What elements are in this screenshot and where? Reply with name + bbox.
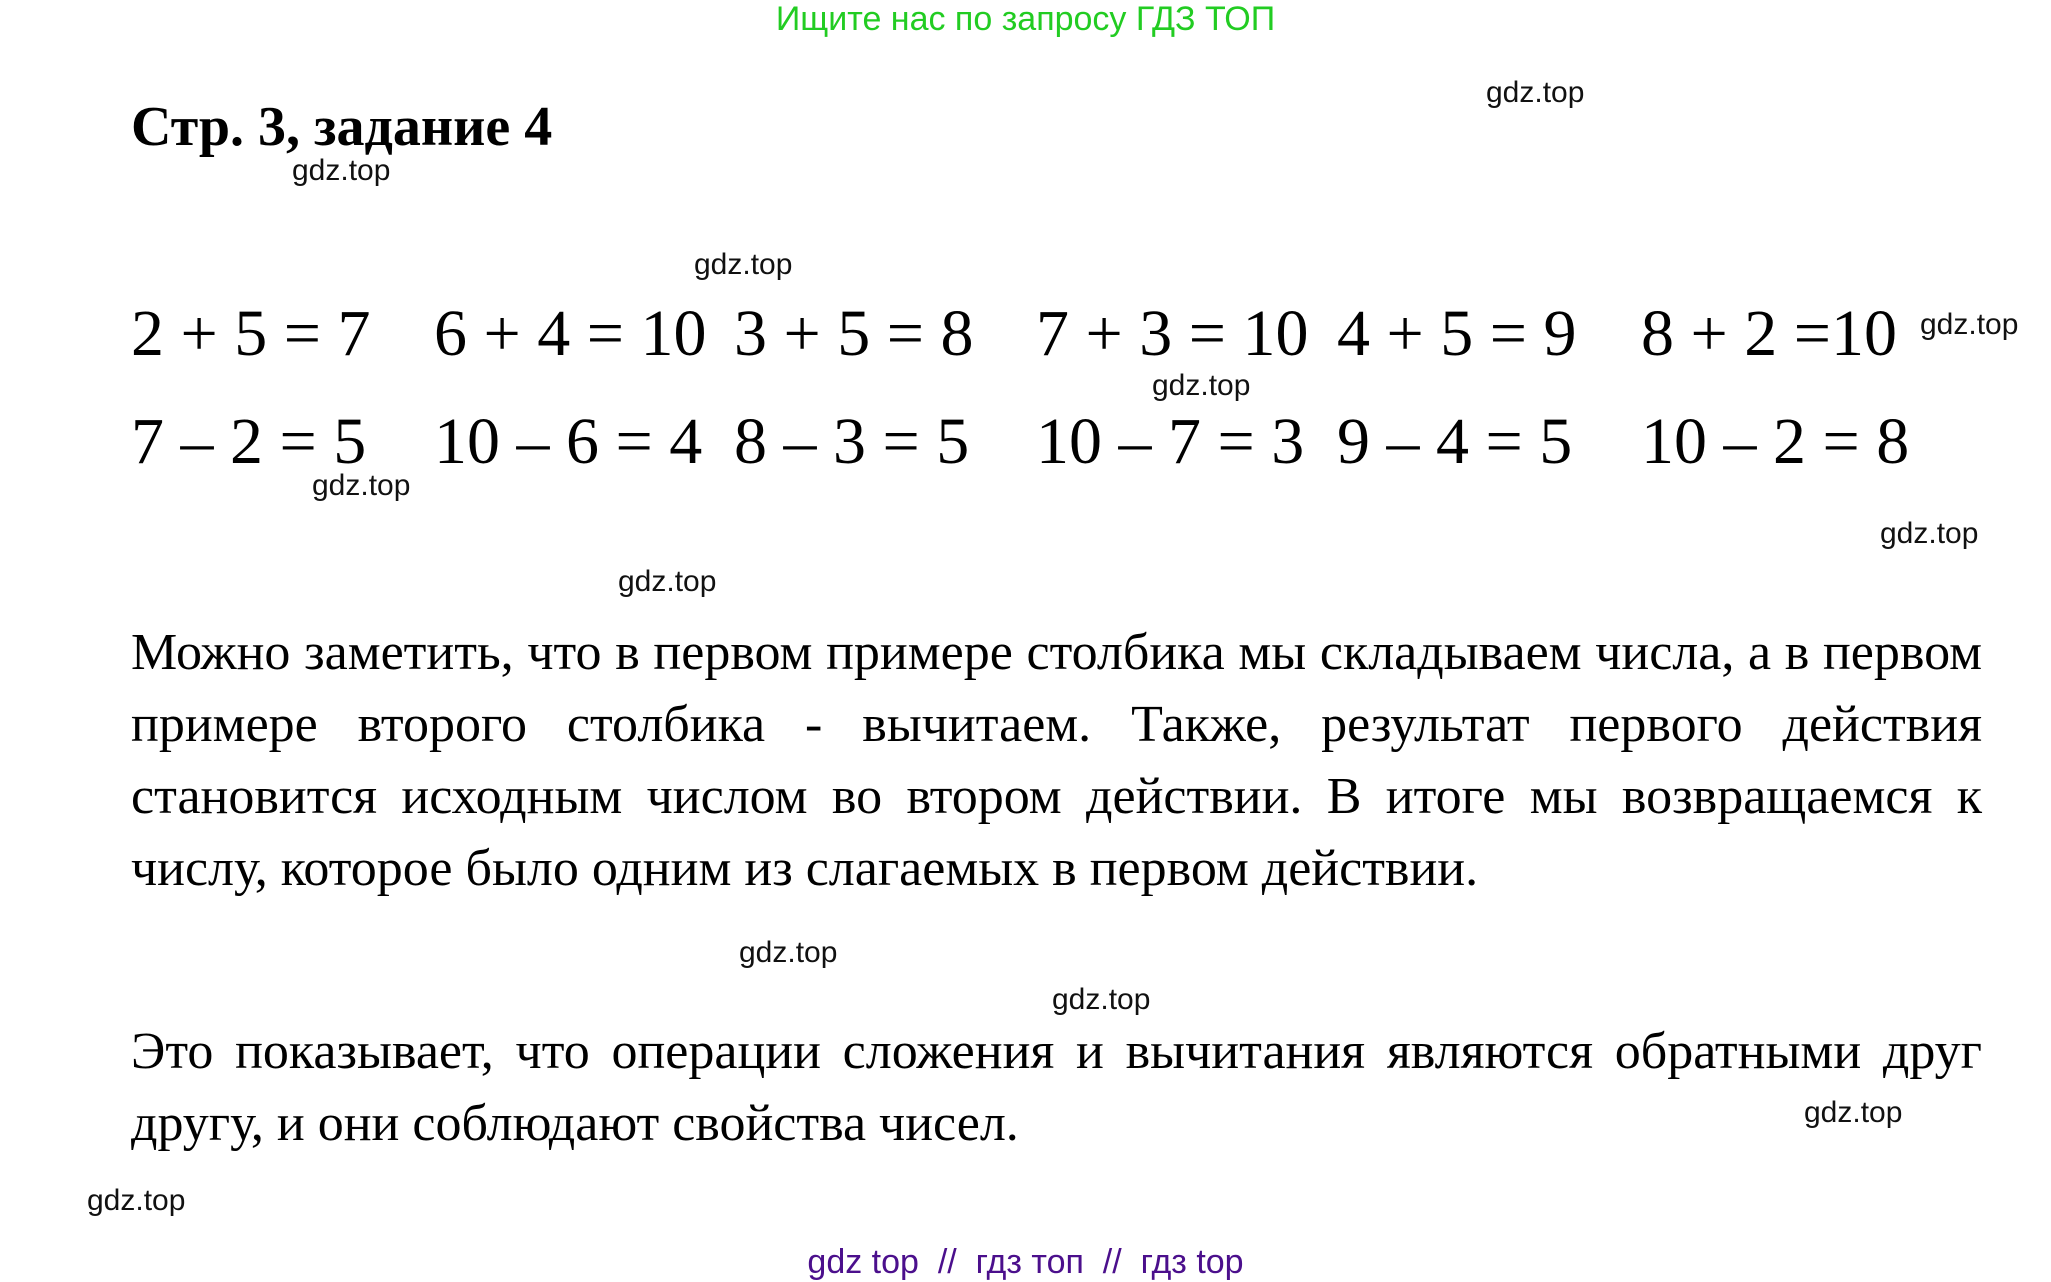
watermark: gdz.top xyxy=(312,469,411,502)
equation: 8 – 3 = 5 xyxy=(734,405,970,478)
watermark: gdz.top xyxy=(87,1184,186,1217)
equation: 3 + 5 = 8 xyxy=(734,297,974,370)
watermark: gdz.top xyxy=(1152,369,1251,402)
page-title: Стр. 3, задание 4 xyxy=(131,96,553,158)
equation: 7 + 3 = 10 xyxy=(1036,297,1309,370)
equation: 10 – 6 = 4 xyxy=(434,405,703,478)
watermark: gdz.top xyxy=(1486,76,1585,109)
watermark: gdz.top xyxy=(739,936,838,969)
explanation-paragraph: Можно заметить, что в первом примере столбика мы складываем числа, а в первом примере второго столбика - вычитаем. Также, результат первого действия становится исходным числом во втором действии. В итоге мы возвращаемся к числу, которое было одним из слагаемых в первом действии. xyxy=(131,624,1982,897)
equation: 7 – 2 = 5 xyxy=(131,405,367,478)
equation: 8 + 2 =10 xyxy=(1641,297,1897,370)
watermark: gdz.top xyxy=(618,565,717,598)
watermark: gdz.top xyxy=(292,154,391,187)
header-banner: Ищите нас по запросу ГДЗ ТОП xyxy=(775,0,1276,38)
watermark: gdz.top xyxy=(1052,983,1151,1016)
equation: 10 – 7 = 3 xyxy=(1036,405,1305,478)
equation: 4 + 5 = 9 xyxy=(1337,297,1577,370)
equation: 9 – 4 = 5 xyxy=(1337,405,1573,478)
conclusion-paragraph: Это показывает, что операции сложения и вычитания являются обратными друг другу, и они соблюдают свойства чисел. xyxy=(131,1023,1982,1152)
watermark: gdz.top xyxy=(1880,517,1979,550)
footer-links[interactable]: gdz top // гдз топ // гдз top xyxy=(807,1243,1244,1281)
equation: 10 – 2 = 8 xyxy=(1641,405,1910,478)
watermark: gdz.top xyxy=(1920,308,2019,341)
equation: 2 + 5 = 7 xyxy=(131,297,371,370)
watermark: gdz.top xyxy=(694,248,793,281)
equation: 6 + 4 = 10 xyxy=(434,297,707,370)
watermark: gdz.top xyxy=(1804,1096,1903,1129)
